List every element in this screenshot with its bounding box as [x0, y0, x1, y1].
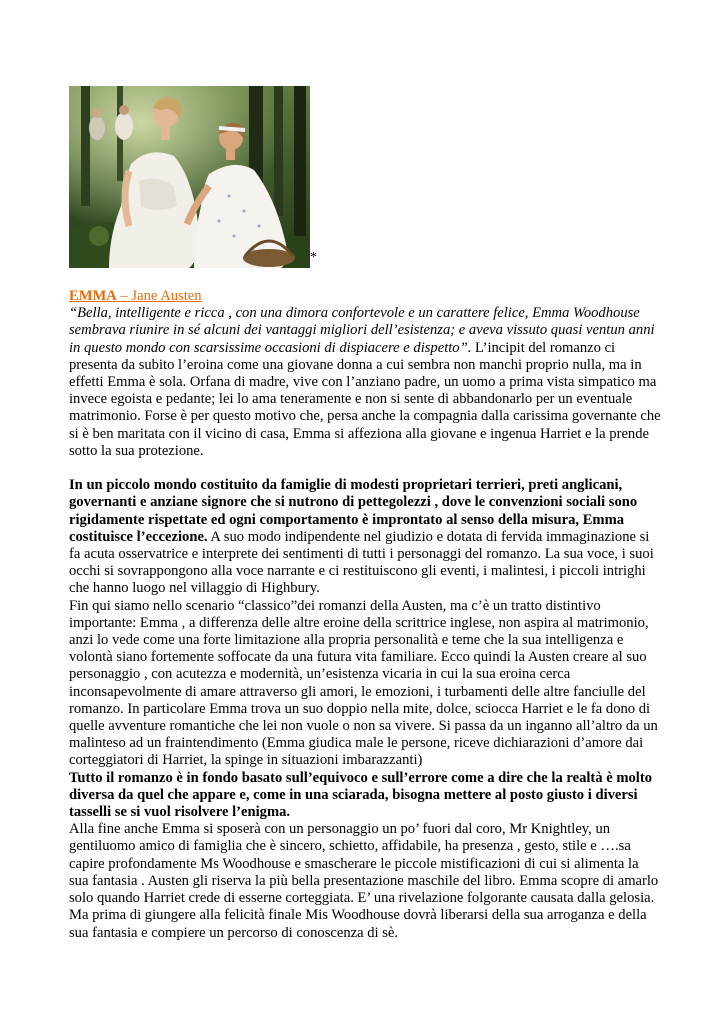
title-author[interactable]: Jane Austen — [131, 288, 202, 304]
photo-two-women-in-garden-icon — [69, 86, 310, 268]
document-page — [69, 86, 661, 942]
paragraph-1 — [69, 305, 661, 460]
article-body — [69, 288, 661, 942]
title-separator[interactable]: – — [116, 288, 132, 304]
paragraph-3: Fin qui siamo nello scenario “classico”dei romanzi della Austen, ma c’è un tratto distintivo importante: Emma , a differenza delle altre eroine della scrittrice inglese, non aspira al matrimonio, anzi lo vede come una forte limitazione alla propria personalità e teme che la sua intelligenza e volontà siano fortemente soffocate da una futura vita familiare. Ecco quindi la Austen creare al suo personaggio , con acutezza e modernità, un’esistenza vicaria in cui la sua eroina cerca inconsapevolmente di amare attraverso gli amori, le emozioni, i turbamenti delle altre fanciulle del romanzo. In particolare Emma trova un suo doppio nella mite, dolce, sciocca Harriet e le fa dono di quelle avventure romantiche che lei non vuole o non sa vivere. Si passa da un inganno all’altro da un malinteso ad un fraintendimento (Emma giudica male le persone, riceve dichiarazioni d’amore dai corteggiatori di Harriet, la spinge in situazioni imbarazzanti) — [69, 597, 658, 769]
opening-quote: “Bella, intelligente e ricca , con una dimora confortevole e un carattere felice, Emma Woodhouse sembrava riunire in sé alcuni dei vantaggi migliori dell’esistenza; e aveva vissuto quasi ventun anni in questo mondo con scarsissime occasioni di dispiacere e dispetto”. — [69, 305, 655, 356]
paragraph-4 — [69, 770, 661, 822]
title-name[interactable]: EMMA — [69, 288, 117, 304]
photo-block — [69, 86, 661, 268]
paragraph-spacer — [69, 460, 661, 477]
paragraph-2 — [69, 477, 661, 597]
article-title[interactable] — [69, 288, 661, 305]
paragraph-2-rest: A suo modo indipendente nel giudizio e dotata di fervida immaginazione si fa acuta osservatrice e interprete dei sentimenti di tutti i personaggi del romanzo. La sua voce, i suoi occhi si sovrappongono alla voce narrante e ci restituiscono gli eventi, i malintesi, i piccoli intrighi che hanno luogo nel villaggio di Highbury. — [69, 528, 654, 597]
footnote-asterisk: * — [310, 250, 317, 265]
paragraph-1-rest: L’incipit del romanzo ci presenta da subito l’eroina come una giovane donna a cui sembra non manchi proprio nulla, ma in effetti Emma è sola. Orfana di madre, vive con l’anziano padre, un uomo a prima vista simpatico ma invece egoista e pedante; lei lo ama teneramente e non si sente di abbandonarlo per un eventuale matrimonio. Forse è per questo motivo che, persa anche la compagnia dalla carissima governante che si è ben maritata con il vicino di casa, Emma si affeziona alla giovane e ingenua Harriet e la prende sotto la sua protezione. — [69, 339, 661, 459]
paragraph-4-bold: Tutto il romanzo è in fondo basato sull’equivoco e sull’errore come a dire che la realtà è molto diversa da quel che appare e, come in una sciarada, bisogna mettere al posto giusto i diversi tasselli se si vuol risolvere l’enigma. — [69, 769, 653, 821]
paragraph-5: Alla fine anche Emma si sposerà con un personaggio un po’ fuori dal coro, Mr Knightley, un gentiluomo amico di famiglia che è sincero, schietto, affidabile, ha presenza , gesto, stile e ….sa capire profondamente Ms Woodhouse e smascherare le piccole mistificazioni di cui si alimenta la sua fantasia . Austen gli riserva la più bella presentazione maschile del libro. Emma scopre di amarlo solo quando Harriet crede di esserne corteggiata. E’ una rivelazione folgorante causata dalla gelosia. Ma prima di giungere alla felicità finale Mis Woodhouse dovrà liberarsi della sua arroganza e della sua fantasia e compiere un percorso di conoscenza di sè. — [69, 821, 659, 941]
paragraph-2-bold: In un piccolo mondo costituito da famiglie di modesti proprietari terrieri, preti anglicani, governanti e anziane signore che si nutrono di pettegolezzi , dove le convenzioni sociali sono rigidamente rispettate ed ogni comportamento è improntato al senso della misura, Emma costituisce l’eccezione. — [69, 477, 638, 545]
